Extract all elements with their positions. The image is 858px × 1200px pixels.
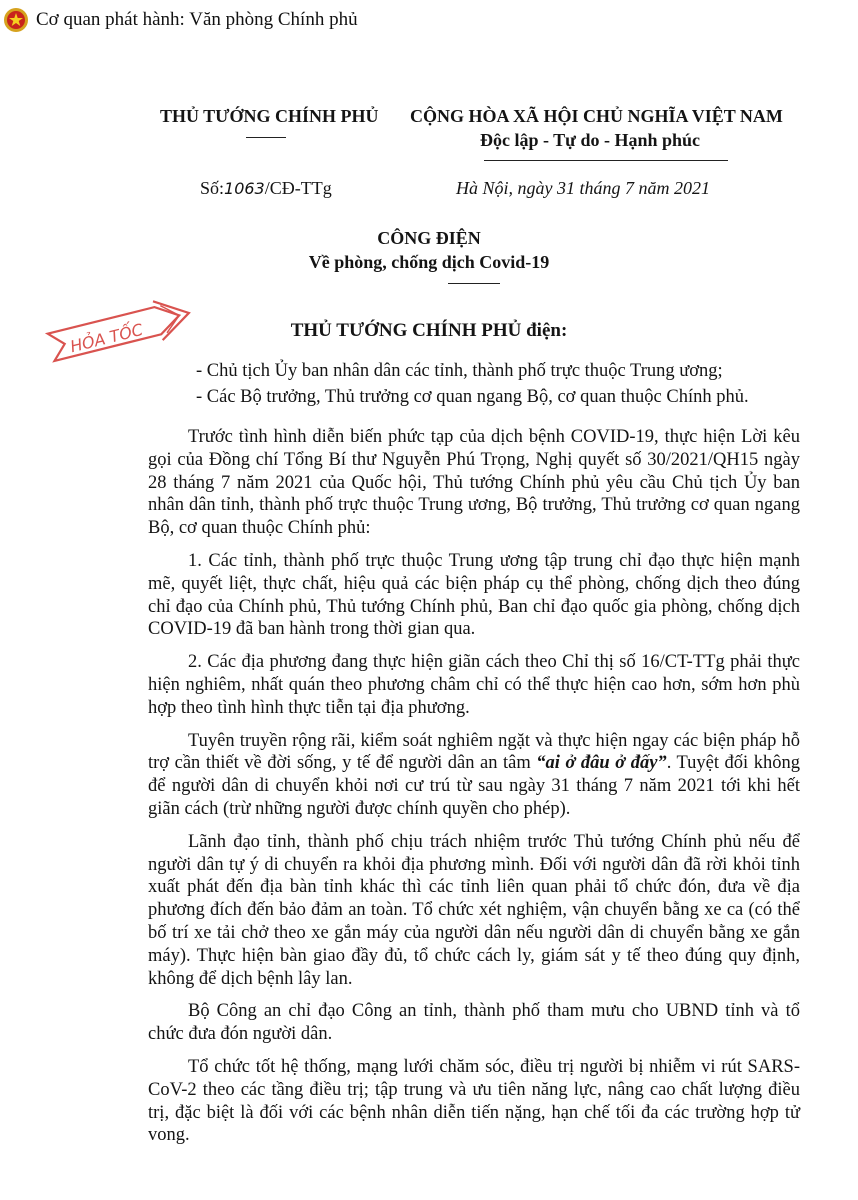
organization-underline <box>246 137 286 138</box>
paragraph-text: Tuyên truyền rộng rãi, kiểm soát nghiêm ngặt và thực hiện ngay các biện pháp hỗ trợ cần thiết về đời sống, y tế để người dân an tâm <box>148 730 800 774</box>
treatment-paragraph: Tổ chức tốt hệ thống, mạng lưới chăm sóc, điều trị người bị nhiễm vi rút SARS-CoV-2 theo các tầng điều trị; tập trung và ưu tiên năng lực, nâng cao chất lượng điều trị, đặc biệt là đối với các bệnh nhân diễn tiến nặng, hạn chế tối đa các trường hợp tử vong. <box>148 1056 800 1146</box>
provincial-responsibility-paragraph: Lãnh đạo tỉnh, thành phố chịu trách nhiệm trước Thủ tướng Chính phủ nếu để người dân tự ý di chuyển ra khỏi địa phương mình. Đối với người dân đã rời khỏi tỉnh xuất phát đến địa bàn tỉnh khác thì các tỉnh liên quan phải tổ chức đón, đưa về địa phương đích đến bảo đảm an toàn. Tổ chức xét nghiệm, vận chuyển bằng xe ca (có thể bố trí xe tải chở theo xe gắn máy của người dân nếu người dân di chuyển bằng xe gắn máy). Thực hiện bàn giao đầy đủ, tổ chức cách ly, giám sát y tế theo đúng quy định, không để dịch bệnh lây lan. <box>148 831 800 989</box>
national-name: CỘNG HÒA XÃ HỘI CHỦ NGHĨA VIỆT NAM <box>410 106 783 126</box>
national-emblem-icon <box>3 7 29 33</box>
issuing-organization: THỦ TƯỚNG CHÍNH PHỦ <box>160 106 379 126</box>
document-number-prefix: Số: <box>200 178 225 198</box>
paragraph-text: . Tuyệt đối không để người dân di chuyển khỏi nơi cư trú từ sau ngày 31 tháng 7 năm 2021 tới khi hết giãn cách (trừ những người được chính quyền cho phép). <box>148 753 800 819</box>
intro-paragraph: Trước tình hình diễn biến phức tạp của dịch bệnh COVID-19, thực hiện Lời kêu gọi của Đồng chí Tổng Bí thư Nguyễn Phú Trọng, Nghị quyết số 30/2021/QH15 ngày 28 tháng 7 năm 2021 của Quốc hội, Thủ tướng Chính phủ yêu cầu Chủ tịch Ủy ban nhân dân tỉnh, thành phố trực thuộc Trung ương, Bộ trưởng, Thủ trưởng cơ quan ngang Bộ, cơ quan thuộc Chính phủ: <box>148 427 800 539</box>
police-paragraph: Bộ Công an chỉ đạo Công an tỉnh, thành phố tham mưu cho UBND tỉnh và tổ chức đưa đón người dân. <box>148 1001 800 1045</box>
national-motto: Độc lập - Tự do - Hạnh phúc <box>480 130 701 150</box>
directive-item-1: 1. Các tỉnh, thành phố trực thuộc Trung ương tập trung chỉ đạo thực hiện mạnh mẽ, quyết liệt, thực chất, hiệu quả các biện pháp cụ thể phòng, chống dịch theo đúng chỉ đạo của Chính phủ, Thủ tướng Chính phủ, Ban chỉ đạo quốc gia phòng, chống dịch COVID-19 đã ban hành trong thời gian qua. <box>148 550 800 640</box>
directive-item-2: 2. Các địa phương đang thực hiện giãn cách theo Chỉ thị số 16/CT-TTg phải thực hiện nghiêm, nhất quán theo phương châm chỉ có thể thực hiện cao hơn, sớm hơn phù hợp theo tình hình thực tiễn tại địa phương. <box>148 652 800 718</box>
stay-in-place-paragraph <box>148 730 800 821</box>
subject-underline <box>448 283 500 284</box>
issuer-banner <box>0 0 858 44</box>
document-date: Hà Nội, ngày 31 tháng 7 năm 2021 <box>456 178 710 198</box>
urgent-stamp-text: HỎA TỐC <box>68 319 145 357</box>
slogan-emphasis: “ai ở đâu ở đấy” <box>536 753 667 774</box>
document-number <box>200 178 332 199</box>
motto-underline <box>484 160 728 161</box>
issuer-text: Cơ quan phát hành: Văn phòng Chính phủ <box>36 9 358 30</box>
recipient-line: - Các Bộ trưởng, Thủ trưởng cơ quan ngang Bộ, cơ quan thuộc Chính phủ. <box>196 387 749 407</box>
sender-line: THỦ TƯỚNG CHÍNH PHỦ điện: <box>290 320 568 341</box>
document-body <box>148 426 800 1157</box>
document-number-handwritten: 1063 <box>224 179 265 198</box>
document-subject: Về phòng, chống dịch Covid-19 <box>308 252 550 272</box>
recipient-line: - Chủ tịch Ủy ban nhân dân các tỉnh, thành phố trực thuộc Trung ương; <box>196 361 723 381</box>
document-type: CÔNG ĐIỆN <box>377 228 481 248</box>
document-number-suffix: /CĐ-TTg <box>264 178 332 198</box>
